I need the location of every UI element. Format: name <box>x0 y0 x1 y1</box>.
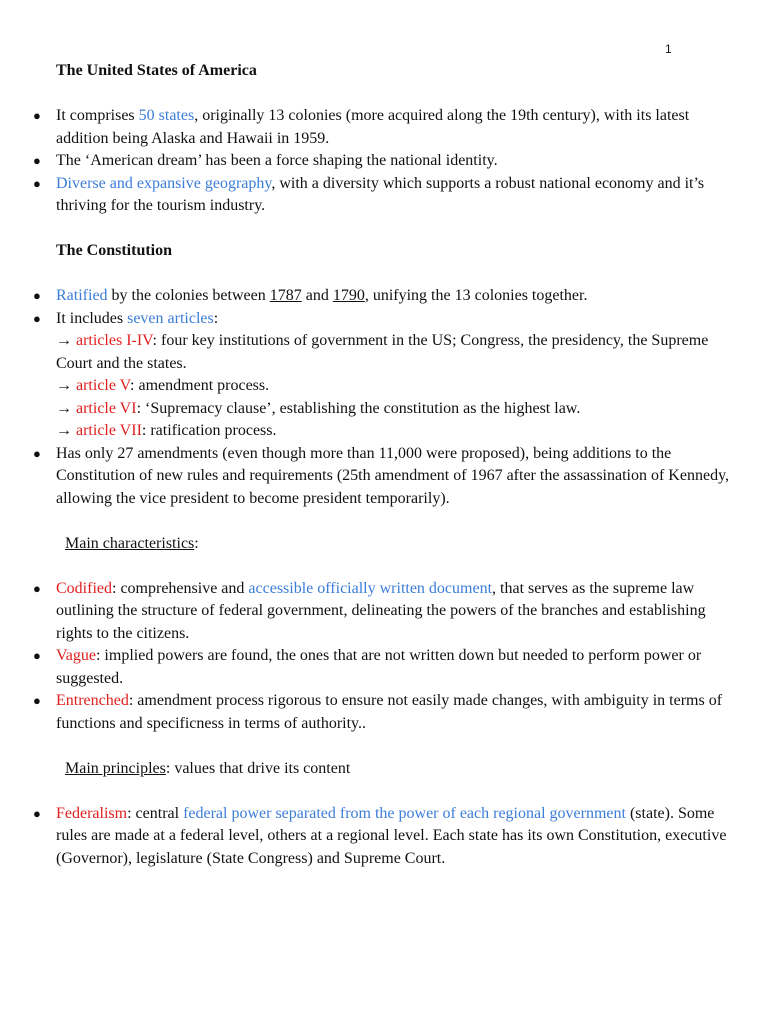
list-item: ● The ‘American dream’ has been a force shaping the national identity. <box>33 150 733 173</box>
term-vague: Vague <box>56 647 96 664</box>
article-line: → article V: amendment process. <box>56 377 270 394</box>
characteristics-bullet-list <box>33 578 733 736</box>
list-item: ● Federalism: central federal power separated from the power of each regional government (state). Some rules are made at a federal level, others at a regional level. Each state has its own Constitution, executive (Governor), legislature (State Congress) and Supreme Court. <box>33 804 727 867</box>
highlight-ratified: Ratified <box>56 287 108 304</box>
document-body <box>33 60 733 870</box>
article-line: → article VI: ‘Supremacy clause’, establishing the constitution as the highest law. <box>56 399 581 417</box>
bullet-icon: ● <box>33 288 41 303</box>
bullet-icon: ● <box>33 175 41 191</box>
page-number: 1 <box>665 42 672 56</box>
article-line: → articles I-IV: four key institutions of government in the US; Congress, the presidency, the Supreme Court and the states. <box>56 332 709 372</box>
list-item: ● Entrenched: amendment process rigorous to ensure not easily made changes, with ambiguity in terms of functions and specificness in terms of authority.. <box>33 692 723 732</box>
bullet-icon: ● <box>33 580 41 596</box>
list-item: ● Diverse and expansive geography, with a diversity which supports a robust national economy and it’s thriving for the tourism industry. <box>33 174 705 214</box>
article-line: → article VII: ratification process. <box>56 422 277 439</box>
section-title-constitution: The Constitution <box>56 242 173 259</box>
section-title-usa: The United States of America <box>56 62 257 79</box>
year-1787: 1787 <box>269 287 302 304</box>
bullet-icon: ● <box>33 153 41 168</box>
subheading-characteristics: Main characteristics: <box>65 534 199 552</box>
year-1790: 1790 <box>332 287 365 304</box>
bullet-icon: ● <box>33 445 41 461</box>
bullet-icon: ● <box>33 310 41 326</box>
list-item: ● It comprises 50 states, originally 13 colonies (more acquired along the 19th century), with its latest addition being Alaska and Hawaii in 1959. <box>33 107 690 147</box>
list-item: ● Vague: implied powers are found, the ones that are not written down but needed to perform power or suggested. <box>33 647 702 687</box>
bullet-icon: ● <box>33 805 41 821</box>
highlight-seven-articles: seven articles <box>127 309 214 327</box>
arrow-icon: → <box>56 422 76 439</box>
list-item: ● Has only 27 amendments (even though more than 11,000 were proposed), being additions to the Constitution of new rules and requirements (25th amendment of 1967 after the assassination of Kennedy, allowing the vice president to become president temporarily). <box>33 444 730 507</box>
highlight-geography: Diverse and expansive geography <box>56 174 272 192</box>
list-item: ● It includes seven articles: → articles I-IV: four key institutions of government in the US; Congress, the presidency, the Supreme Court and the states. → article V: amendment process. → article VI: ‘Supremacy clause’, establishing the constitution as the highest law. → article VII: ratification process. <box>33 308 733 443</box>
term-codified: Codified <box>56 579 112 597</box>
usa-bullet-list <box>33 105 733 218</box>
list-item: ● Codified: comprehensive and accessible officially written document, that serves as the supreme law outlining the structure of federal government, delineating the powers of the branches and establishing rights to the citizens. <box>33 579 706 642</box>
subheading-principles: Main principles: values that drive its content <box>65 759 351 777</box>
term-federalism: Federalism <box>56 804 128 822</box>
arrow-icon: → <box>56 332 76 349</box>
bullet-icon: ● <box>33 648 41 663</box>
arrow-icon: → <box>56 377 76 394</box>
bullet-icon: ● <box>33 693 41 708</box>
list-item: ● Ratified by the colonies between 1787 and 1790, unifying the 13 colonies together. <box>33 285 733 308</box>
term-entrenched: Entrenched <box>56 692 129 709</box>
bullet-icon: ● <box>33 108 41 123</box>
constitution-bullet-list <box>33 285 733 510</box>
arrow-icon: → <box>56 399 76 417</box>
principles-bullet-list <box>33 803 733 871</box>
highlight-50-states: 50 states <box>138 107 195 124</box>
